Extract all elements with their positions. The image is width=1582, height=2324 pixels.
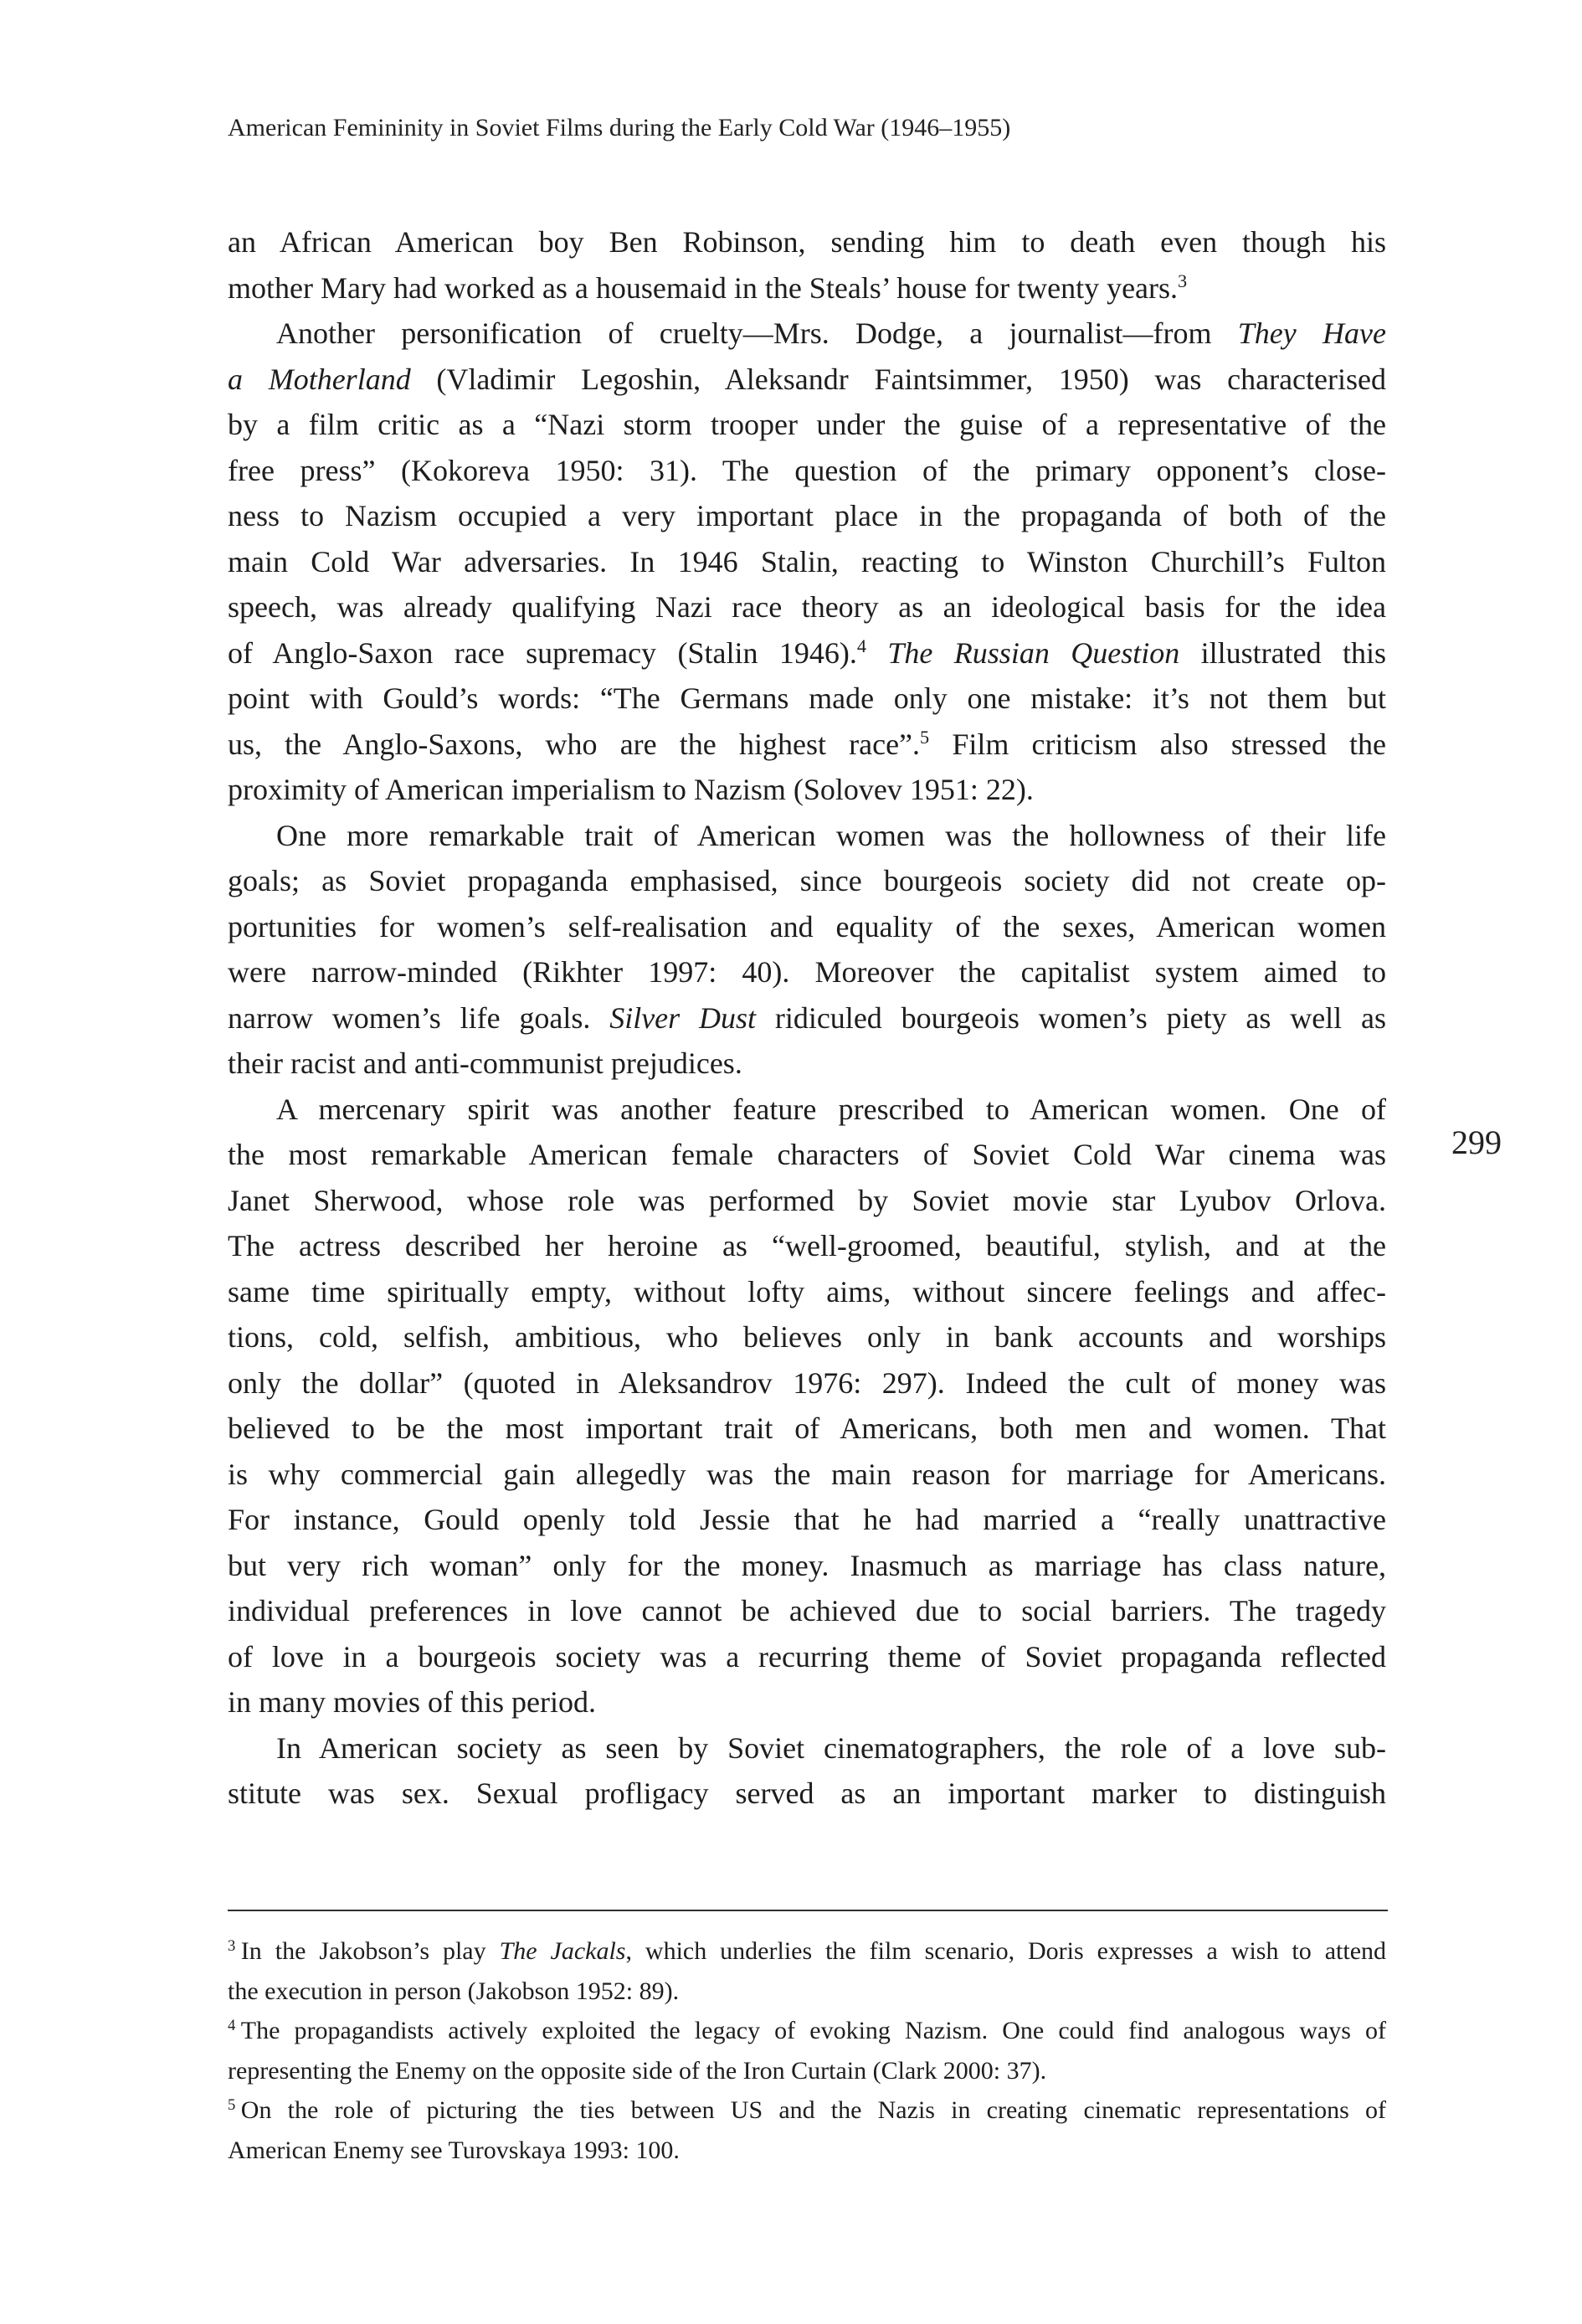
running-header: American Femininity in Soviet Films during the Early Cold War (1946–1955)	[228, 114, 1011, 141]
text-line: proximity of American imperialism to Nazism (Solovev 1951: 22).	[228, 773, 1034, 806]
text-line: individual preferences in love cannot be achieved due to social barriers. The tragedy	[228, 1594, 1386, 1627]
text-line: but very rich woman” only for the money. Inasmuch as marriage has class nature,	[228, 1548, 1386, 1582]
text-line: In American society as seen by Soviet cinematographers, the role of a love sub-	[276, 1730, 1386, 1765]
text-line: their racist and anti-communist prejudices.	[228, 1046, 742, 1080]
text-line: main Cold War adversaries. In 1946 Stalin, reacting to Winston Churchill’s Fulton	[228, 544, 1386, 578]
text-line: representing the Enemy on the opposite side of the Iron Curtain (Clark 2000: 37).	[228, 2056, 1047, 2085]
footnote-marker: 5	[228, 2095, 236, 2114]
paragraph	[228, 219, 1386, 311]
text-line: were narrow-minded (Rikhter 1997: 40). Moreover the capitalist system aimed to	[228, 955, 1386, 989]
paragraph	[228, 2011, 1386, 2090]
paragraph	[228, 1931, 1386, 2011]
text-line: American Enemy see Turovskaya 1993: 100.	[228, 2136, 680, 2164]
text-line: The actress described her heroine as “well-groomed, beautiful, stylish, and at the	[228, 1229, 1386, 1262]
text-line: $^4$ The propagandists actively exploited the legacy of evoking Nazism. One could find analogous ways of	[228, 2016, 1386, 2044]
footnote-marker: 5	[920, 727, 930, 748]
text-line: of Anglo-Saxon race supremacy (Stalin 1946).$^4$ The Russian Question illustrated this	[228, 635, 1386, 670]
text-line: same time spiritually empty, without lofty aims, without sincere feelings and affec-	[228, 1274, 1386, 1309]
text-line: goals; as Soviet propaganda emphasised, since bourgeois society did not create op-	[228, 864, 1386, 897]
text-line: in many movies of this period.	[228, 1685, 596, 1719]
text-line: mother Mary had worked as a housemaid in the Steals’ house for twenty years.$^3$	[228, 270, 1188, 305]
text-line: us, the Anglo-Saxons, who are the highest race”.$^5$ Film criticism also stressed the	[228, 727, 1386, 761]
text-line: stitute was sex. Sexual profligacy served as an important marker to distinguish	[228, 1776, 1386, 1810]
text-line: point with Gould’s words: “The Germans made only one mistake: it’s not them but	[228, 681, 1386, 715]
text-line: an African American boy Ben Robinson, sending him to death even though his	[228, 225, 1386, 259]
text-line: is why commercial gain allegedly was the main reason for marriage for Americans.	[228, 1457, 1386, 1491]
text-line: ness to Nazism occupied a very important place in the propaganda of both of the	[228, 499, 1386, 532]
text-line: only the dollar” (quoted in Aleksandrov 1976: 297). Indeed the cult of money was	[228, 1365, 1386, 1400]
text-line: speech, was already qualifying Nazi race theory as an ideological basis for the idea	[228, 590, 1386, 624]
text-line: Janet Sherwood, whose role was performed by Soviet movie star Lyubov Orlova.	[228, 1183, 1386, 1217]
footnotes	[228, 1931, 1386, 2170]
page-number: 299	[1451, 1123, 1502, 1161]
text-line: portunities for women’s self-realisation and equality of the sexes, American women	[228, 909, 1386, 943]
footnote-separator	[228, 1910, 1388, 1911]
text-line: A mercenary spirit was another feature prescribed to American women. One of	[276, 1092, 1386, 1126]
text-line: For instance, Gould openly told Jessie that he had married a “really unattractive	[228, 1503, 1386, 1536]
paragraph	[228, 1725, 1386, 1817]
text-line: believed to be the most important trait of Americans, both men and women. That	[228, 1411, 1386, 1445]
text-line: the most remarkable American female characters of Soviet Cold War cinema was	[228, 1138, 1386, 1171]
text-line: by a film critic as a “Nazi storm trooper under the guise of a representative of the	[228, 408, 1386, 441]
text-line: $^3$ In the Jakobson’s play The Jackals, which underlies the film scenario, Doris expresses a wish to attend	[228, 1936, 1387, 1965]
paragraph	[228, 2090, 1386, 2170]
text-line: a Motherland (Vladimir Legoshin, Aleksandr Faintsimmer, 1950) was characterised	[228, 362, 1386, 396]
paragraph	[228, 1087, 1386, 1725]
paragraph	[228, 311, 1386, 813]
text-line: the execution in person (Jakobson 1952: 89).	[228, 1977, 680, 2005]
footnote-marker: 4	[228, 2016, 236, 2034]
footnote-marker: 3	[228, 1936, 236, 1955]
text-line: One more remarkable trait of American women was the hollowness of their life	[276, 818, 1386, 852]
footnote-marker: 4	[856, 635, 866, 657]
text-line: $^5$ On the role of picturing the ties between US and the Nazis in creating cinematic representations of	[228, 2095, 1386, 2124]
text-line: narrow women’s life goals. Silver Dust ridiculed bourgeois women’s piety as well as	[228, 1000, 1386, 1035]
footnote-marker: 3	[1178, 270, 1188, 292]
text-line: Another personification of cruelty—Mrs. Dodge, a journalist—from They Have	[276, 316, 1387, 350]
text-line: tions, cold, selfish, ambitious, who believes only in bank accounts and worships	[228, 1320, 1386, 1354]
text-line: of love in a bourgeois society was a recurring theme of Soviet propaganda reflected	[228, 1639, 1386, 1674]
body-text	[228, 219, 1386, 1817]
text-line: free press” (Kokoreva 1950: 31). The question of the primary opponent’s close-	[228, 453, 1386, 487]
paragraph	[228, 813, 1386, 1087]
